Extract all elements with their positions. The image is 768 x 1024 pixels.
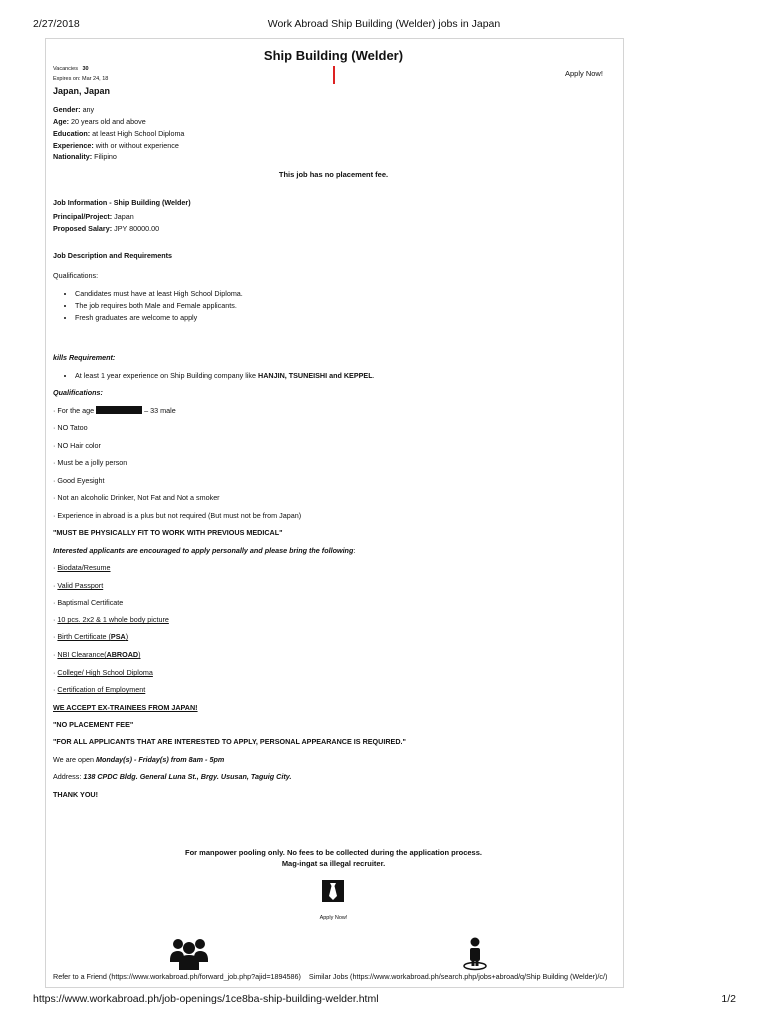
age-label: Age: [53, 117, 69, 126]
address-label: Address: [53, 772, 84, 781]
doc-birth: Birth Certificate ( [57, 632, 111, 641]
list-item [75, 370, 375, 382]
vacancies-line [53, 66, 89, 73]
document-item: · College/ High School Diploma [53, 668, 153, 677]
necktie-icon[interactable] [322, 880, 344, 902]
doc-nbi-abroad: ABROAD [106, 650, 139, 659]
person-icon[interactable] [462, 937, 488, 976]
address-value: 138 CPDC Bldg. General Luna St., Brgy. Ususan, Taguig City. [83, 772, 292, 781]
qualifications-label: Qualifications: [53, 271, 99, 280]
print-date: 2/27/2018 [33, 18, 80, 30]
age-req-prefix: · For the age [53, 406, 97, 415]
document-item: · Baptismal Certificate [53, 598, 124, 607]
doc-passport: Valid Passport [57, 581, 104, 590]
vacancies-value: 30 [82, 66, 89, 72]
expires-value: Mar 24, 18 [82, 76, 109, 82]
skills-text: At least 1 year experience on Ship Building company like [75, 371, 258, 380]
bring-colon: : [353, 546, 356, 555]
age-row [53, 117, 146, 127]
thank-you: THANK YOU! [53, 790, 98, 799]
experience-value: with or without experience [95, 141, 179, 150]
nationality-row [53, 152, 117, 162]
experience-row [53, 141, 179, 151]
nationality-label: Nationality: [53, 152, 93, 161]
skills-heading: kills Requirement: [53, 353, 116, 362]
qualifications-list [53, 288, 243, 324]
requirement-line: · NO Tatoo [53, 423, 88, 432]
ex-trainees-note: WE ACCEPT EX-TRAINEES FROM JAPAN! [53, 703, 198, 712]
expires-label: Expires on: [53, 76, 81, 82]
skills-end: . [372, 371, 375, 380]
age-requirement [53, 406, 176, 416]
age-value: 20 years old and above [70, 117, 146, 126]
bring-heading: Interested applicants are encouraged to apply personally and please bring the following [53, 546, 354, 555]
print-page-number: 1/2 [721, 993, 736, 1005]
nationality-value: Filipino [94, 152, 117, 161]
salary-row [53, 224, 159, 234]
doc-biodata: Biodata/Resume [57, 563, 111, 572]
requirement-line: · Must be a jolly person [53, 458, 128, 467]
doc-nbi-end: ) [138, 650, 141, 659]
principal-value: Japan [114, 212, 134, 221]
requirement-line: · NO Hair color [53, 441, 101, 450]
open-hours: Monday(s) - Friday(s) from 8am - 5pm [96, 755, 225, 764]
document-item: · NBI Clearance(ABROAD) [53, 650, 141, 659]
doc-pictures: 10 pcs. 2x2 & 1 whole body picture [57, 615, 169, 624]
salary-label: Proposed Salary: [53, 224, 113, 233]
open-prefix: We are open [53, 755, 97, 764]
job-location: Japan, Japan [53, 86, 111, 96]
doc-nbi: NBI Clearance( [57, 650, 107, 659]
list-item: • Candidates must have at least High School Diploma. [75, 288, 243, 300]
salary-value: JPY 80000.00 [114, 224, 160, 233]
gender-value: any [82, 105, 95, 114]
no-fee-note: "NO PLACEMENT FEE" [53, 720, 134, 729]
cursor-marker [333, 66, 335, 84]
doc-birth-end: ) [125, 632, 129, 641]
document-item: · 10 pcs. 2x2 & 1 whole body picture [53, 615, 169, 624]
redaction-block [96, 406, 142, 414]
experience-label: Experience: [53, 141, 94, 150]
print-url: https://www.workabroad.ph/job-openings/1ce8ba-ship-building-welder.html [33, 993, 379, 1005]
principal-row [53, 212, 134, 222]
education-row [53, 129, 184, 139]
document-item: · Biodata/Resume [53, 563, 111, 572]
requirement-line: · Experience in abroad is a plus but not required (But must not be from Japan) [53, 511, 302, 520]
apply-now-bottom-link[interactable]: Apply Now! [319, 915, 348, 921]
doc-coe: Certification of Employment [57, 685, 146, 694]
job-title: Ship Building (Welder) [263, 48, 404, 63]
document-item: · Certification of Employment [53, 685, 146, 694]
requirement-line: · Good Eyesight [53, 476, 105, 485]
doc-baptismal: Baptismal Certificate [57, 598, 124, 607]
footer-links [53, 972, 607, 981]
expires-line [53, 76, 108, 83]
vacancies-label: Vacancies [53, 66, 78, 72]
group-icon[interactable] [170, 936, 208, 975]
age-req-suffix: – 33 male [142, 406, 176, 415]
list-item: • The job requires both Male and Female applicants. [75, 300, 243, 312]
address-line [53, 772, 291, 782]
requirement-line: · Not an alcoholic Drinker, Not Fat and Not a smoker [53, 493, 220, 502]
education-label: Education: [53, 129, 91, 138]
education-value: at least High School Diploma [92, 129, 185, 138]
pooling-notice: For manpower pooling only. No fees to be collected during the application process. [185, 848, 482, 857]
print-title: Work Abroad Ship Building (Welder) jobs in Japan [267, 18, 501, 30]
appearance-note: "FOR ALL APPLICANTS THAT ARE INTERESTED TO APPLY, PERSONAL APPEARANCE IS REQUIRED." [53, 737, 406, 746]
gender-row [53, 105, 94, 115]
job-info-heading: Job Information - Ship Building (Welder) [53, 198, 191, 207]
skills-companies: HANJIN, TSUNEISHI and KEPPEL [258, 371, 373, 380]
similar-jobs-link[interactable]: Similar Jobs (https://www.workabroad.ph/search.php/jobs+abroad/q/Ship Building (Welder)/c/) [308, 972, 608, 981]
document-item: · Valid Passport [53, 581, 104, 590]
document-item: · Birth Certificate (PSA) [53, 632, 129, 641]
placement-fee-note: This job has no placement fee. [278, 170, 389, 179]
doc-diploma: College/ High School Diploma [57, 668, 153, 677]
recruiter-warning: Mag-ingat sa illegal recruiter. [281, 859, 386, 868]
doc-birth-psa: PSA [110, 632, 126, 641]
list-item: • Fresh graduates are welcome to apply [75, 312, 243, 324]
skills-list [53, 370, 375, 382]
gender-label: Gender: [53, 105, 81, 114]
principal-label: Principal/Project: [53, 212, 113, 221]
description-heading: Job Description and Requirements [53, 251, 173, 260]
qualifications-heading: Qualifications: [53, 388, 103, 397]
refer-friend-link[interactable]: Refer to a Friend (https://www.workabroad.ph/forward_job.php?ajid=1894586) [53, 972, 301, 981]
office-hours [53, 755, 224, 765]
medical-note: "MUST BE PHYSICALLY FIT TO WORK WITH PREVIOUS MEDICAL" [53, 528, 283, 537]
apply-now-link[interactable]: Apply Now! [565, 69, 603, 78]
